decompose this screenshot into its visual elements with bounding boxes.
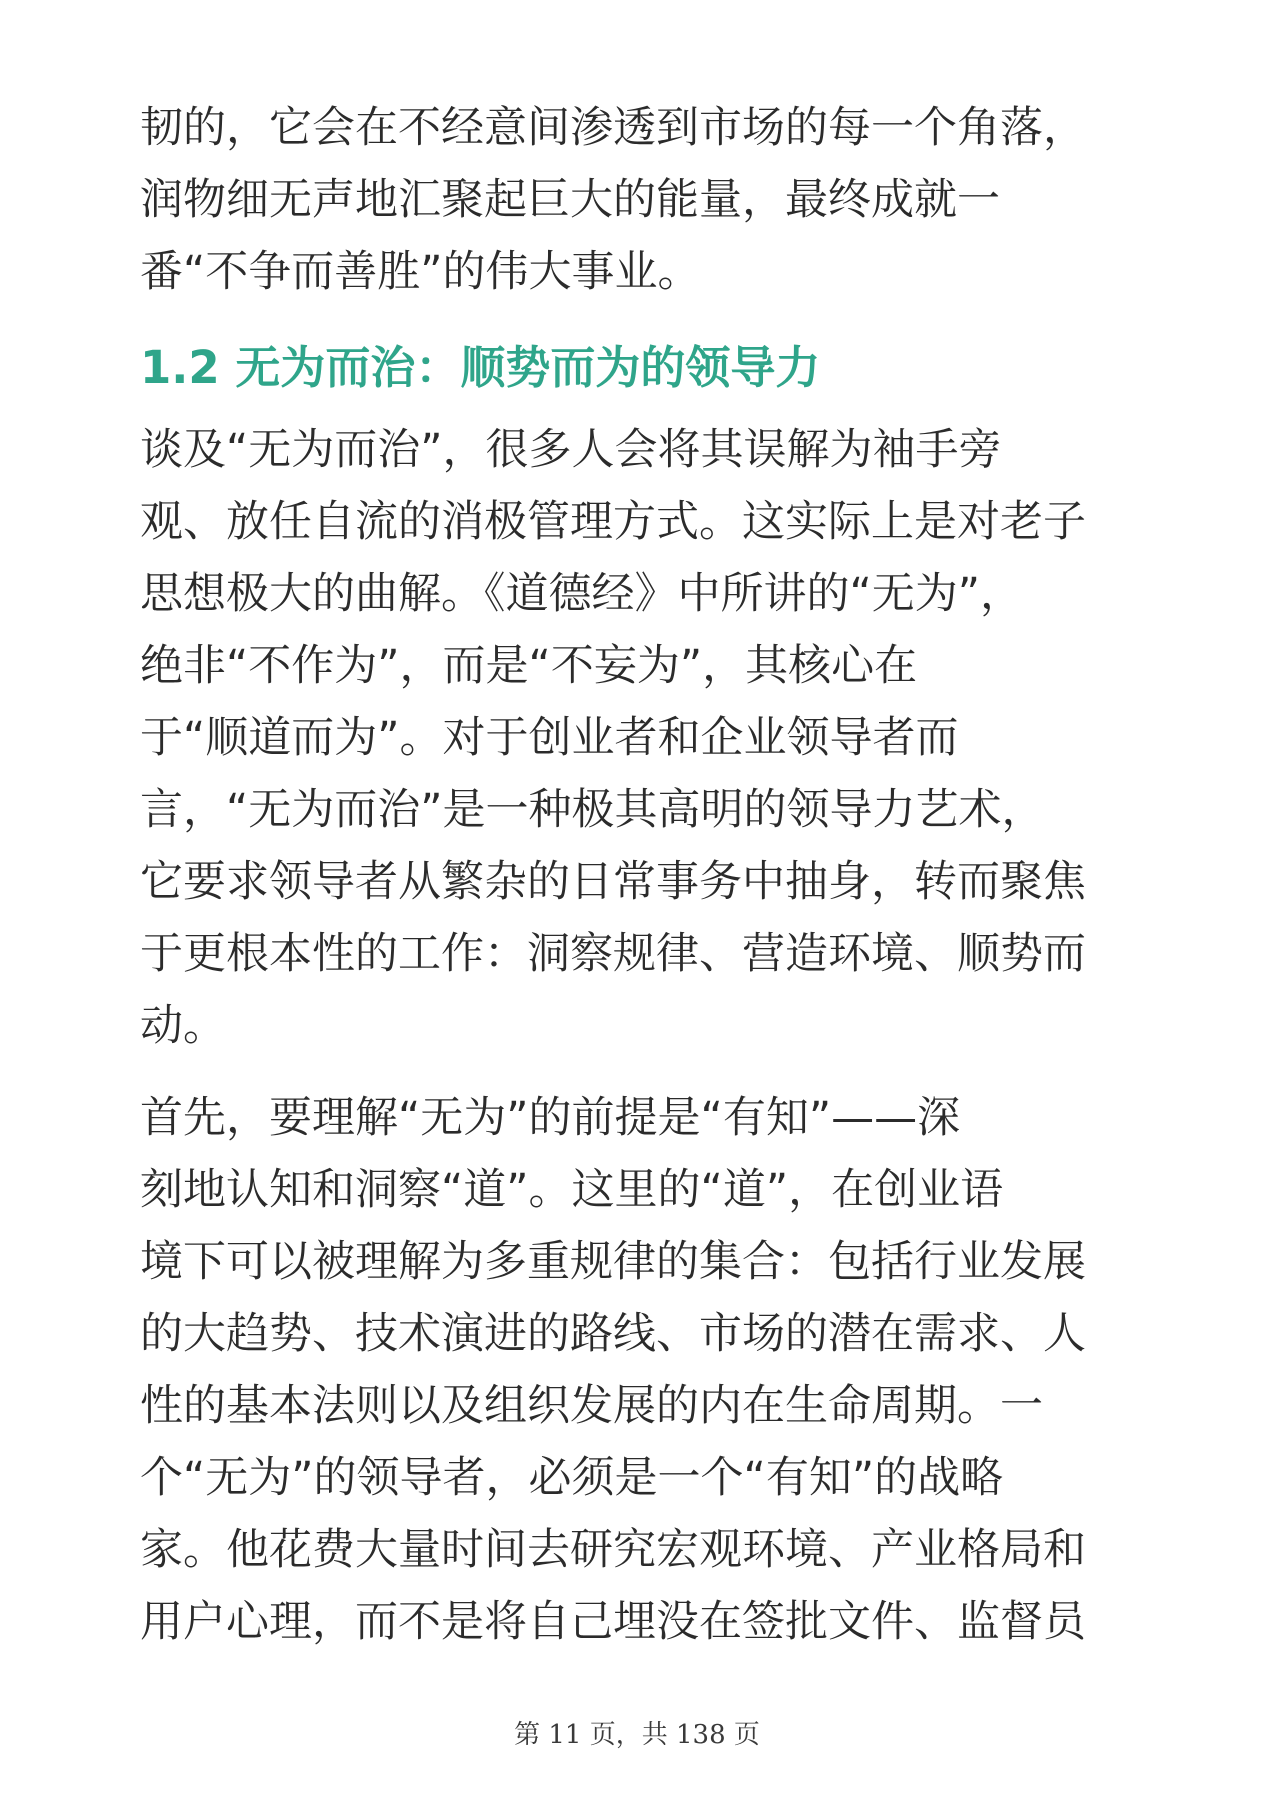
text-line: 个“无为”的领导者，必须是一个“有知”的战略	[140, 1453, 1004, 1503]
text-line: 润物细无声地汇聚起巨大的能量，最终成就一	[140, 175, 1000, 225]
text-line: 家。他花费大量时间去研究宏观环境、产业格局和	[140, 1525, 1086, 1575]
text-line: 性的基本法则以及组织发展的内在生命周期。一	[140, 1381, 1043, 1431]
text-line: 动。	[140, 1001, 226, 1051]
text-line: 于“顺道而为”。对于创业者和企业领导者而	[140, 713, 959, 763]
text-line: 于更根本性的工作：洞察规律、营造环境、顺势而	[140, 929, 1086, 979]
text-line: 谈及“无为而治”，很多人会将其误解为袖手旁	[140, 425, 1002, 475]
text-line: 的大趋势、技术演进的路线、市场的潜在需求、人	[140, 1309, 1086, 1359]
text-line: 首先，要理解“无为”的前提是“有知”——深	[140, 1093, 961, 1143]
text-line: 番“不争而善胜”的伟大事业。	[140, 247, 701, 297]
text-line: 思想极大的曲解。《道德经》中所讲的“无为”，	[140, 569, 1024, 619]
text-line: 绝非“不作为”，而是“不妄为”，其核心在	[140, 641, 918, 691]
text-line: 用户心理，而不是将自己埋没在签批文件、监督员	[140, 1597, 1086, 1647]
paragraph-intro	[140, 92, 1140, 308]
text-line: 刻地认知和洞察“道”。这里的“道”，在创业语	[140, 1165, 1004, 1215]
text-line: 言，“无为而治”是一种极其高明的领导力艺术，	[140, 785, 1045, 835]
paragraph-wuwei-intro	[140, 414, 1140, 1062]
section-heading: 1.2 无为而治：顺势而为的领导力	[140, 341, 821, 394]
paragraph-youzhi	[140, 1082, 1140, 1658]
text-line: 韧的，它会在不经意间渗透到市场的每一个角落，	[140, 103, 1086, 153]
text-line: 它要求领导者从繁杂的日常事务中抽身，转而聚焦	[140, 857, 1086, 907]
text-line: 观、放任自流的消极管理方式。这实际上是对老子	[140, 497, 1086, 547]
page-body	[140, 92, 1140, 1658]
text-line: 境下可以被理解为多重规律的集合：包括行业发展	[140, 1237, 1086, 1287]
page-number-footer: 第 11 页，共 138 页	[514, 1720, 760, 1750]
